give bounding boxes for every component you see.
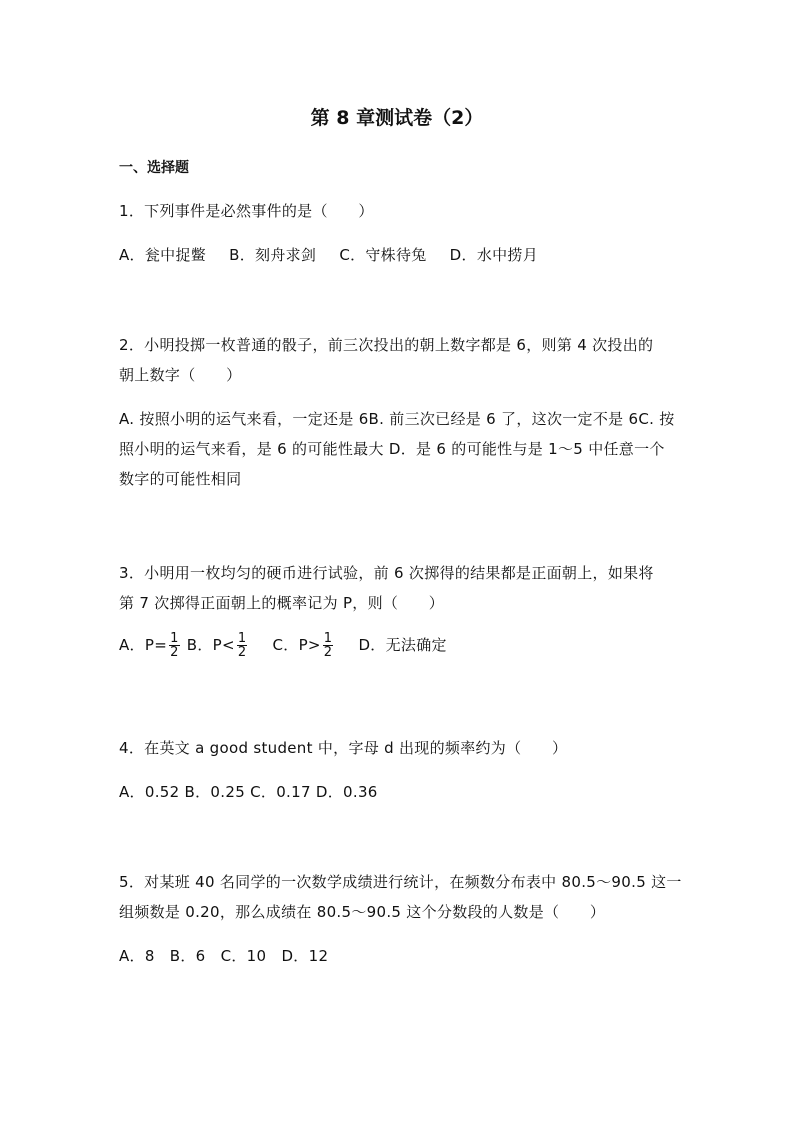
option-a-prefix: A．P= [119, 636, 168, 654]
question-5 [119, 867, 691, 971]
question-1 [119, 196, 691, 270]
option-d: D．水中捞月 [449, 246, 539, 264]
question-5-stem-line-2: 组频数是 0.20，那么成绩在 80.5～90.5 这个分数段的人数是（ ） [119, 903, 606, 921]
question-3-stem-line-1: 3．小明用一枚均匀的硬币进行试验，前 6 次掷得的结果都是正面朝上，如果将 [119, 564, 654, 582]
option-c: C．守株待兔 [339, 246, 427, 264]
option-d: D．12 [281, 947, 329, 965]
option-b: B．刻舟求剑 [229, 246, 317, 264]
option-b: B．6 [169, 947, 206, 965]
option-c [273, 630, 336, 660]
question-1-stem: 1．下列事件是必然事件的是（ ） [119, 202, 374, 220]
question-5-stem-line-1: 5．对某班 40 名同学的一次数学成绩进行统计，在频数分布表中 80.5～90.5 这一 [119, 873, 682, 891]
question-4 [119, 733, 691, 807]
option-c: C．0.17 [250, 783, 311, 801]
question-2-options [119, 404, 691, 494]
option-d: D．无法确定 [358, 636, 447, 654]
question-3-options [119, 630, 691, 660]
fraction-one-half [169, 632, 180, 659]
option-a: A．瓮中捉鳖 [119, 246, 207, 264]
option-a: A．0.52 [119, 783, 180, 801]
question-3-stem-line-2: 第 7 次掷得正面朝上的概率记为 P，则（ ） [119, 594, 445, 612]
fraction-one-half [323, 632, 334, 659]
section-heading: 一、选择题 [119, 160, 189, 176]
question-4-options [119, 777, 691, 807]
fraction-denominator: 2 [323, 645, 333, 660]
fraction-numerator: 1 [237, 631, 247, 646]
option-a [119, 630, 182, 660]
option-b: B．0.25 [184, 783, 246, 801]
question-2-options-line-1: A. 按照小明的运气来看，一定还是 6B. 前三次已经是 6 了，这次一定不是 6C. 按 [119, 410, 675, 428]
question-3 [119, 558, 691, 660]
question-2-stem-line-1: 2．小明投掷一枚普通的骰子，前三次投出的朝上数字都是 6，则第 4 次投出的 [119, 336, 654, 354]
question-2 [119, 330, 691, 494]
question-1-options [119, 240, 691, 270]
option-d: D．0.36 [315, 783, 378, 801]
option-b-prefix: B．P< [186, 636, 235, 654]
question-5-options [119, 941, 691, 971]
fraction-denominator: 2 [170, 645, 179, 660]
question-2-options-line-3: 数字的可能性相同 [119, 470, 242, 488]
fraction-numerator: 1 [323, 631, 333, 646]
fraction-one-half [237, 632, 248, 659]
option-c: C．10 [220, 947, 267, 965]
question-2-stem-line-2: 朝上数字（ ） [119, 366, 242, 384]
option-b [187, 630, 250, 660]
option-c-prefix: C．P> [272, 636, 321, 654]
page-title: 第 8 章测试卷（2） [310, 107, 484, 129]
question-2-options-line-2: 照小明的运气来看，是 6 的可能性最大 D．是 6 的可能性与是 1～5 中任意一个 [119, 440, 665, 458]
question-4-stem: 4．在英文 a good student 中，字母 d 出现的频率约为（ ） [119, 739, 568, 757]
fraction-denominator: 2 [237, 645, 247, 660]
option-a: A．8 [119, 947, 155, 965]
fraction-numerator: 1 [170, 631, 179, 646]
